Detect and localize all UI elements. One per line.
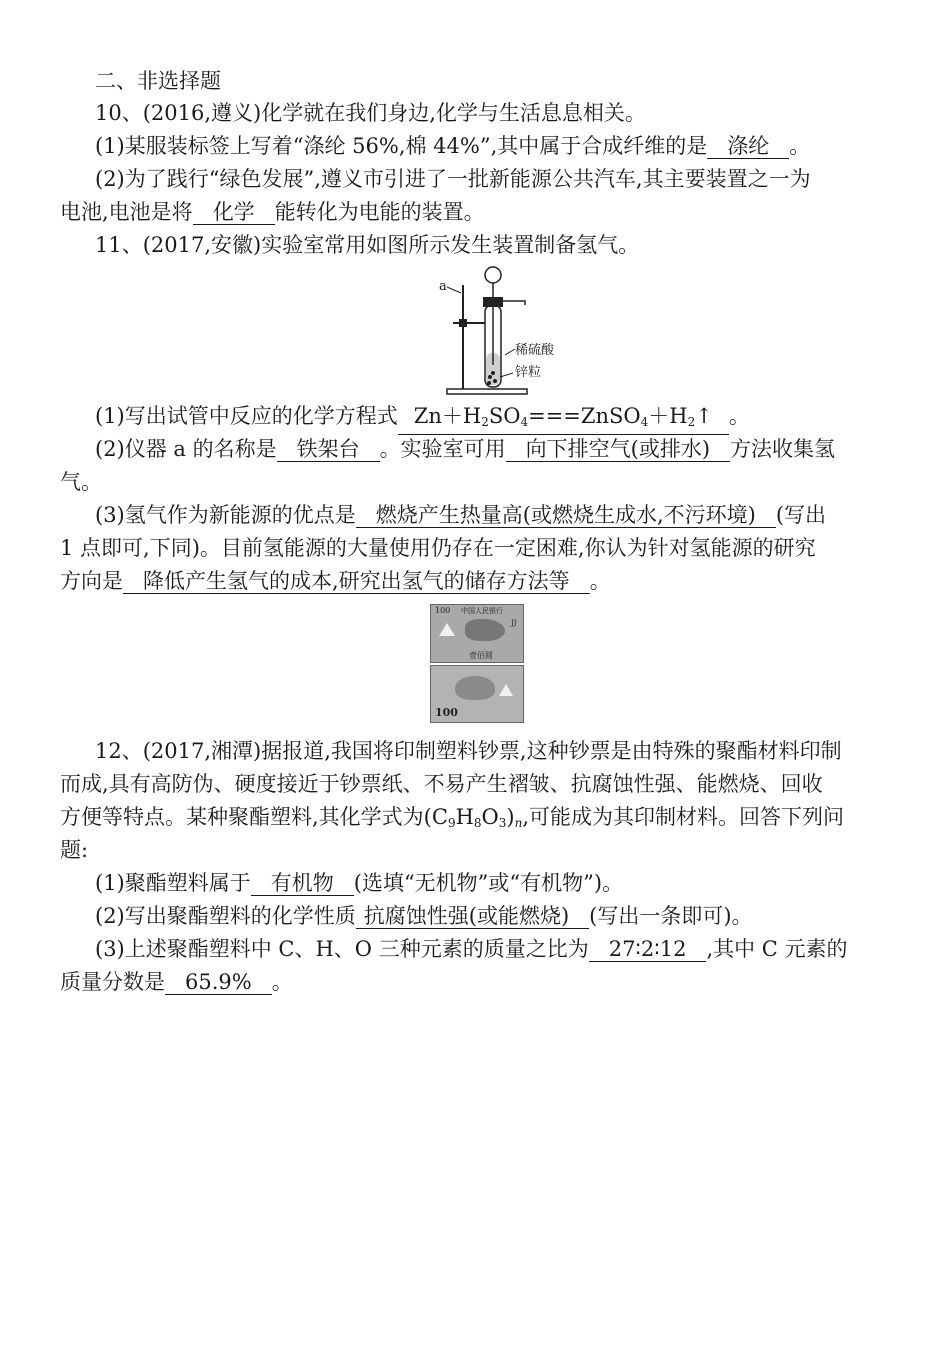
back-triangle [499, 684, 513, 696]
q10-stem: 10、(2016,遵义)化学就在我们身边,化学与生活息息相关。 [95, 101, 646, 125]
q11-part3-line3 [60, 566, 611, 596]
q11-part1-answer: $Zn+H_2SO_4===ZnSO_4+H_2↑$ [398, 404, 729, 435]
q11-part3 [95, 500, 826, 530]
q12-part3-text: (3)上述聚酯塑料中 C、H、O 三种元素的质量之比为 [95, 937, 589, 961]
q12-line1: 12、(2017,湘潭)据报道,我国将印制塑料钞票,这种钞票是由特殊的聚酯材料印制 [95, 739, 842, 763]
q12-part2-end: (写出一条即可)。 [589, 904, 753, 928]
section-title: 二、非选择题 [95, 69, 221, 93]
q11-part2-mid: 。实验室可用 [379, 437, 506, 461]
front-triangle [439, 623, 455, 636]
q12-line4: 题: [60, 838, 89, 862]
q10-part1 [95, 131, 810, 161]
q10-part1-end: 。 [789, 134, 811, 158]
q11-part3-end3: 。 [589, 569, 611, 593]
q12-part1-end: (选填“无机物”或“有机物”)。 [353, 871, 624, 895]
q11-part2-line2: 气。 [60, 470, 102, 494]
q12-part4-text: 质量分数是 [60, 970, 165, 994]
q11-part2 [95, 434, 835, 464]
building-motif [455, 676, 495, 700]
banknote-back: 100 [430, 665, 524, 723]
q12-part3-line2 [60, 967, 293, 997]
banknote-front: 100 中国人民银行 JJ 壹佰圆 [430, 604, 524, 663]
label-dilute-sulfuric-acid: 稀硫酸 [515, 343, 555, 358]
q11-part2-answer2: 向下排空气(或排水) [506, 437, 730, 462]
q10-part1-answer: 涤纶 [707, 134, 789, 159]
q12-part4-end: 。 [271, 970, 293, 994]
q10-part1-text: (1)某服装标签上写着“涤纶 56%,棉 44%”,其中属于合成纤维的是 [95, 134, 708, 158]
q11-stem: 11、(2017,安徽)实验室常用如图所示发生装置制备氢气。 [95, 233, 640, 257]
q11-part3-line2: 1 点即可,下同)。目前氢能源的大量使用仍存在一定困难,你认为针对氢能源的研究 [60, 536, 816, 560]
q11-part3-end1: (写出 [775, 503, 827, 527]
q12-part2-text: (2)写出聚酯塑料的化学性质 [95, 904, 356, 928]
q11-part2-answer1: 铁架台 [277, 437, 380, 462]
q11-part2-text: (2)仪器 a 的名称是 [95, 437, 277, 461]
q12-part2 [95, 901, 753, 931]
q12-line3: 方便等特点。某种聚酯塑料,其化学式为$(C_9H_8O_3)_n$,可能成为其印制材料。回答下列问 [60, 805, 845, 830]
q10-part2-answer: 化学 [193, 200, 275, 225]
q12-line2: 而成,具有高防伪、硬度接近于钞票纸、不易产生褶皱、抗腐蚀性强、能燃烧、回收 [60, 772, 823, 796]
q11-part2-end: 方法收集氢 [730, 437, 836, 461]
q12-part1-answer: 有机物 [251, 871, 354, 896]
label-zinc-granules: 锌粒 [515, 365, 542, 380]
q12-part3-end: ,其中 C 元素的 [706, 937, 848, 961]
plastic-banknote-image [430, 604, 522, 722]
q10-part2-line2 [60, 197, 485, 227]
q11-part1-text: (1)写出试管中反应的化学方程式 [95, 404, 398, 428]
q12-part3 [95, 934, 848, 964]
q11-part3-text3: 方向是 [60, 569, 123, 593]
q12-part1-text: (1)聚酯塑料属于 [95, 871, 251, 895]
q10-part2-text: 电池,电池是将 [60, 200, 193, 224]
dragon-motif [465, 619, 505, 641]
q12-part2-answer: 抗腐蚀性强(或能燃烧) [356, 904, 589, 929]
q11-part3-answer1: 燃烧产生热量高(或燃烧生成水,不污环境) [356, 503, 776, 528]
q10-part2-end: 能转化为电能的装置。 [274, 200, 485, 224]
label-a: a [439, 279, 447, 294]
q10-part2-line1: (2)为了践行“绿色发展”,遵义市引进了一批新能源公共汽车,其主要装置之一为 [95, 167, 811, 191]
q11-part3-text: (3)氢气作为新能源的优点是 [95, 503, 356, 527]
q11-part3-answer2: 降低产生氢气的成本,研究出氢气的储存方法等 [123, 569, 590, 594]
hydrogen-apparatus-figure [435, 265, 555, 395]
q12-part4-answer: 65.9% [165, 970, 272, 995]
q11-part1-end: 。 [728, 404, 750, 428]
q12-part1 [95, 868, 623, 898]
q11-part1 [95, 401, 750, 431]
q12-part3-answer: 27∶2∶12 [589, 937, 707, 962]
